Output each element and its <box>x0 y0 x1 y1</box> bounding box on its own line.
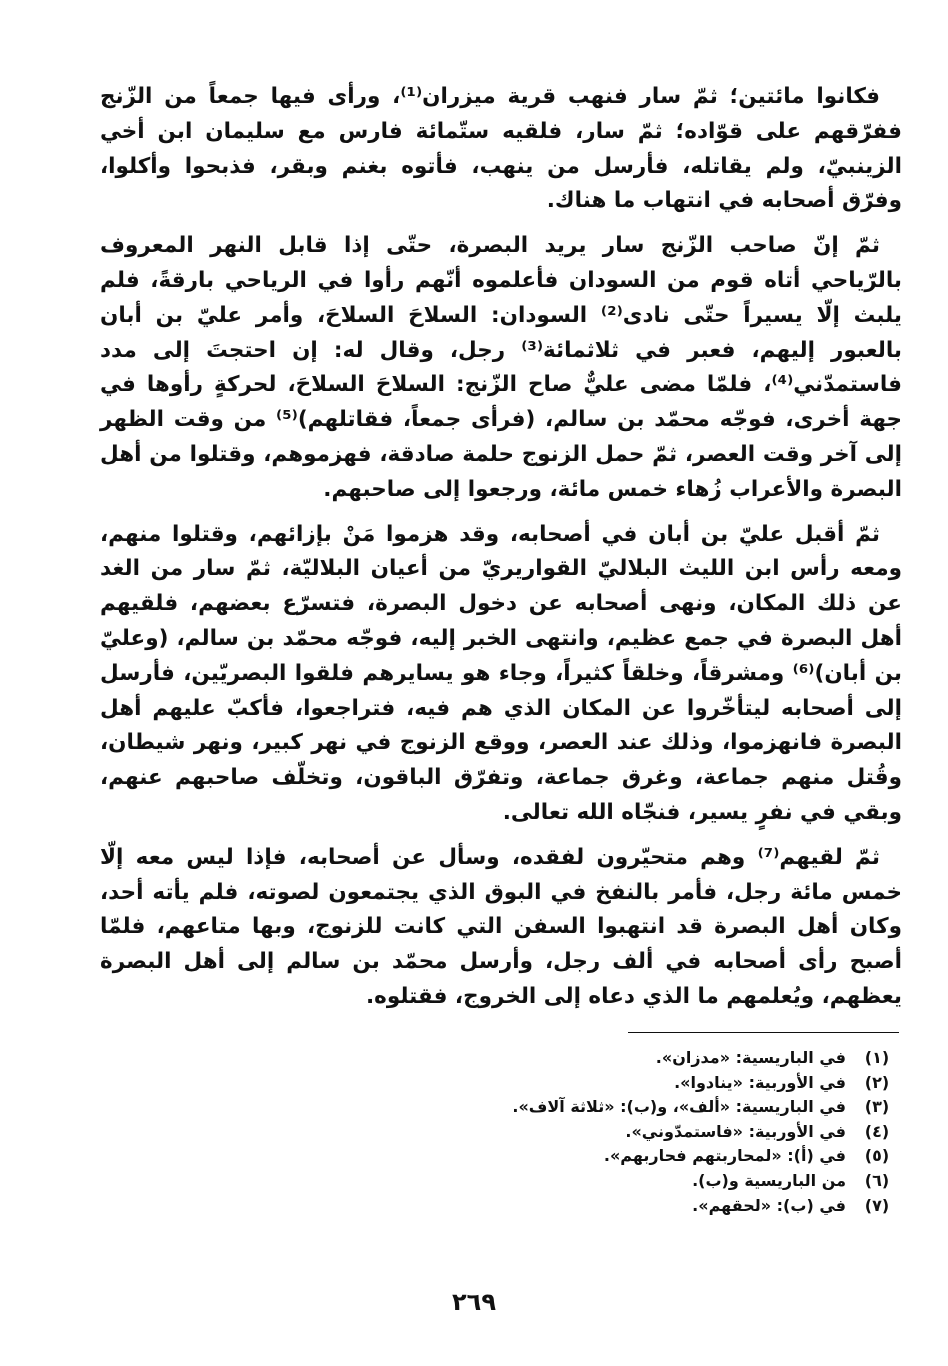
footnote-divider <box>628 1032 899 1033</box>
footnote-number: (٤) <box>864 1121 890 1141</box>
footnote-text: في الأوربية: «فاستمدّوني». <box>625 1121 846 1141</box>
footnote-text: في الأوربية: «ينادوا». <box>674 1072 846 1092</box>
footnote-number: (٢) <box>864 1072 890 1092</box>
footnote-number: (١) <box>864 1048 890 1067</box>
footnote-text: في (ب): «لحقهم». <box>692 1195 846 1215</box>
footnote-5 <box>100 1144 902 1169</box>
paragraph-4: ثمّ لقيهم⁽⁷⁾ وهم متحيّرون لفقده، وسأل عن أصحابه، فإذا ليس معه إلّا خمس مائة رجل، فأمر بالنفخ في البوق الذي يجتمعون لصوته، فلم يأته أحد، وكان أهل البصرة قد انتهبوا السفن التي كانت للزنوج، وبها متاعهم، فلمّا أصبح رأى أصحابه في ألف رجل، وأرسل محمّد بن سالم إلى أهل البصرة يعظهم، ويُعلمهم ما الذي دعاه إلى الخروج، فقتلوه. <box>100 844 902 1009</box>
footnote-1 <box>100 1046 902 1071</box>
footnote-text: في الباريسية: «ألف»، و(ب): «ثلاثة آلاف». <box>512 1097 846 1117</box>
footnote-2 <box>100 1071 902 1096</box>
paragraph-3: ثمّ أقبل عليّ بن أبان في أصحابه، وقد هزموا مَنْ بإزائهم، وقتلوا منهم، ومعه رأس ابن الليث البلاليّ القواريريّ من أعيان البلاليّة، ثمّ سار من الغد عن ذلك المكان، ونهى أصحابه عن دخول البصرة، فتسرّع بعضهم، فلقيهم أهل البصرة في جمع عظيم، وانتهى الخبر إليه، فوجّه محمّد بن سالم، (وعليّ بن أبان)⁽⁶⁾ ومشرقاً، وخلقاً كثيراً، وجاء هو يسايرهم فلقوا البصريّين، فأرسل إلى أصحابه ليتأخّروا عن المكان الذي هم فيه، فتراجعوا، فأكبّ عليهم أهل البصرة فانهزموا، وذلك عند العصر، ووقع الزنوج في نهر كبير، ونهر شيطان، وقُتل منهم جماعة، وغرق جماعة، وتفرّق الباقون، وتخلّف صاحبهم عنهم، وبقي في نفرٍ يسير، فنجّاه الله تعالى. <box>100 521 902 825</box>
footnote-number: (٣) <box>864 1097 890 1117</box>
footnote-6 <box>100 1169 902 1194</box>
page-number: ٢٦٩ <box>452 1288 496 1316</box>
footnote-text: من الباريسية و(ب). <box>692 1170 846 1190</box>
footnote-text: في الباريسية: «مدزان». <box>655 1048 846 1067</box>
footnote-3 <box>100 1095 902 1120</box>
footnote-4 <box>100 1120 902 1145</box>
main-text <box>100 80 902 1025</box>
footnote-number: (٧) <box>864 1195 890 1215</box>
paragraph-1: فكانوا مائتين؛ ثمّ سار فنهب قرية ميزران⁽¹⁾، ورأى فيها جمعاً من الزّنج ففرّقهم على قوّاده؛ ثمّ سار، فلقيه ستّمائة فارس مع سليمان ابن أخي الزينبيّ، ولم يقاتله، فأرسل من ينهب، فأتوه بغنم وبقر، فذبحوا وأكلوا، وفرّق أصحابه في انتهاب ما هناك. <box>100 84 902 214</box>
footnote-text: في (أ): «لمحاربتهم فحاربهم». <box>603 1146 846 1166</box>
footnote-number: (٦) <box>864 1170 890 1190</box>
footnotes <box>100 1046 902 1218</box>
paragraph-2: ثمّ إنّ صاحب الزّنج سار يريد البصرة، حتّى إذا قابل النهر المعروف بالرّياحي أتاه قوم من السودان فأعلموه أنّهم رأوا في الرياحي بارقةً، فلم يلبث إلّا يسيراً حتّى نادى⁽²⁾ السودان: السلاحَ السلاحَ، وأمر عليّ بن أبان بالعبور إليهم، فعبر في ثلاثمائة⁽³⁾ رجل، وقال له: إن احتجتَ إلى مدد فاستمدّني⁽⁴⁾، فلمّا مضى عليٌّ صاح الزّنج: السلاحَ السلاحَ، لحركةٍ رأوها في جهة أخرى، فوجّه محمّد بن سالم، (فرأى جمعاً، فقاتلهم)⁽⁵⁾ من وقت الظهر إلى آخر وقت العصر، ثمّ حمل الزنوج حلمة صادقة، فهزموهم، وقتلوا من أهل البصرة والأعراب زُهاء خمس مائة، ورجعوا إلى صاحبهم. <box>100 233 903 502</box>
footnote-7 <box>100 1194 902 1219</box>
footnote-number: (٥) <box>864 1146 890 1166</box>
